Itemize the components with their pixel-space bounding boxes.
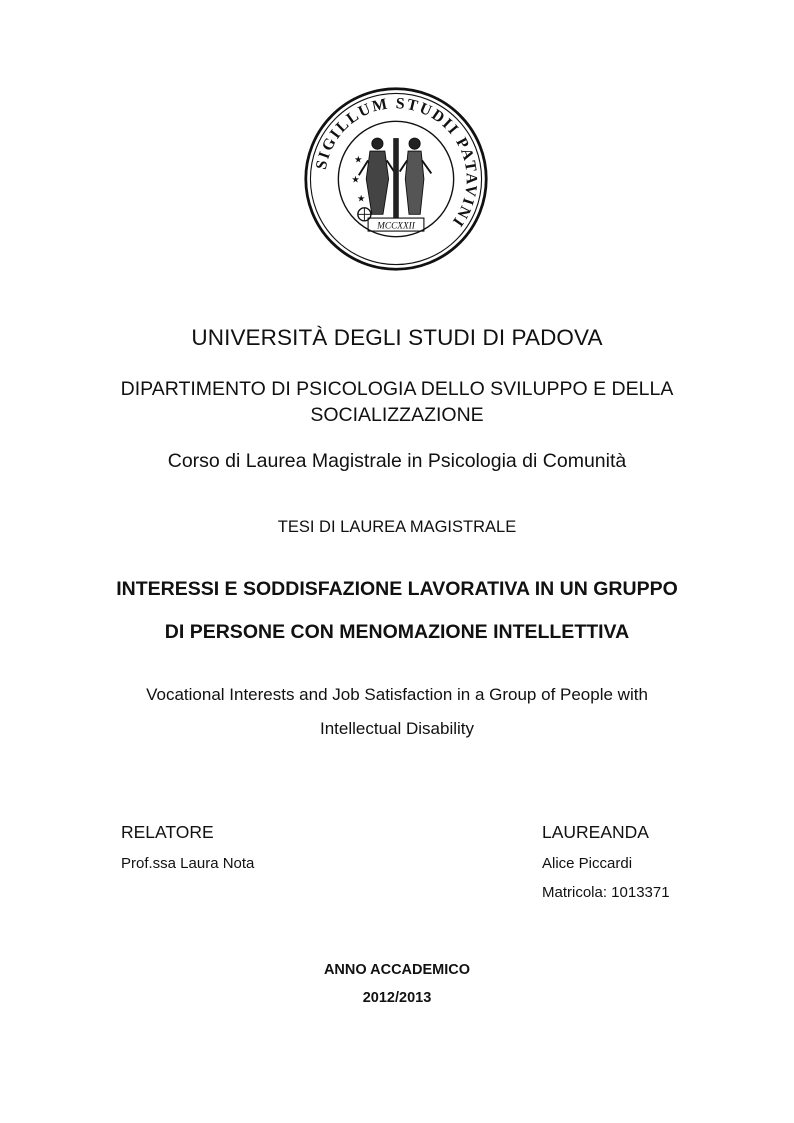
seal-date: MCCXXII <box>377 221 415 232</box>
thesis-type: TESI DI LAUREA MAGISTRALE <box>277 518 517 536</box>
candidate-role: LAUREANDA <box>542 822 649 842</box>
academic-year-value: 2012/2013 <box>362 990 432 1006</box>
department-name <box>0 376 794 428</box>
thesis-subtitle <box>0 678 794 746</box>
svg-text:★: ★ <box>354 154 363 165</box>
department-line-1: DIPARTIMENTO DI PSICOLOGIA DELLO SVILUPPO E DELLA <box>120 378 674 400</box>
course-name: Corso di Laurea Magistrale in Psicologia di Comunità <box>167 450 627 472</box>
thesis-subtitle-line-2: Intellectual Disability <box>319 719 474 738</box>
supervisor-name: Prof.ssa Laura Nota <box>121 855 255 872</box>
candidate-matricola: Matricola: 1013371 <box>542 884 670 901</box>
seal-legend: SIGILLUM STUDII PATAVINI <box>312 95 480 231</box>
thesis-title-line-2: DI PERSONE CON MENOMAZIONE INTELLETTIVA <box>164 621 630 643</box>
candidate-name: Alice Piccardi <box>542 855 633 872</box>
svg-text:★: ★ <box>351 174 360 185</box>
thesis-title-line-1: INTERESSI E SODDISFAZIONE LAVORATIVA IN UN GRUPPO <box>116 578 678 600</box>
university-name: UNIVERSITÀ DEGLI STUDI DI PADOVA <box>191 325 603 350</box>
svg-text:★: ★ <box>356 193 366 204</box>
supervisor-block <box>121 819 254 880</box>
university-seal-logo <box>303 86 489 272</box>
department-line-2: SOCIALIZZAZIONE <box>310 404 484 426</box>
candidate-block <box>542 819 670 909</box>
thesis-title <box>0 568 794 654</box>
supervisor-role: RELATORE <box>121 822 214 842</box>
academic-year-label: ANNO ACCADEMICO <box>323 962 471 978</box>
thesis-subtitle-line-1: Vocational Interests and Job Satisfaction in a Group of People with <box>146 685 648 704</box>
